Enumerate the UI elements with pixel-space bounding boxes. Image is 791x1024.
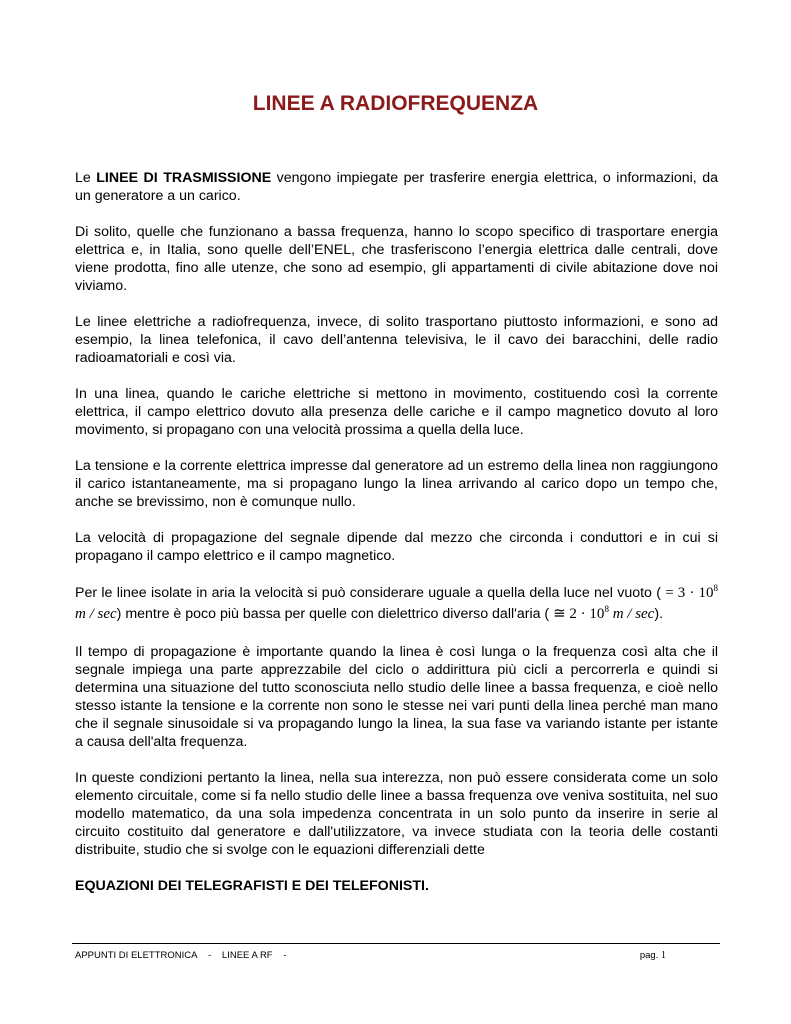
page-title: LINEE A RADIOFREQUENZA xyxy=(252,92,539,115)
speed-of-light-unit: m / sec xyxy=(75,606,117,622)
speed-of-light-value: = 3 · 10 xyxy=(665,585,714,601)
paragraph-4: In una linea, quando le cariche elettriche si mettono in movimento, costituendo così la corrente elettrica, il campo elettrico dovuto alla presenza delle cariche e il campo magnetico dovuto al loro movimento, si propagano con una velocità prossima a quella della luce. xyxy=(75,386,718,438)
paragraph-2: Di solito, quelle che funzionano a bassa frequenza, hanno lo scopo specifico di trasportare energia elettrica e, in Italia, sono quelle dell’ENEL, che trasferiscono l’energia elettrica dalle centrali, dove viene prodotta, fino alle utenze, che sono ad esempio, gli appartamenti di civile abitazione dove noi viviamo. xyxy=(75,224,718,294)
document-body xyxy=(75,169,718,913)
paragraph-1-start: Le xyxy=(75,170,97,186)
dielectric-speed-unit: m / sec xyxy=(608,606,655,622)
footer-page-number xyxy=(640,950,666,961)
paragraph-7-start: Per le linee isolate in aria la velocità si può considerare uguale a quella della luce nel vuoto ( xyxy=(75,585,666,601)
paragraph-1 xyxy=(75,169,718,205)
footer-course-name: APPUNTI DI ELETTRONICA xyxy=(75,950,198,961)
paragraph-9: In queste condizioni pertanto la linea, nella sua interezza, non può essere considerata come un solo elemento circuitale, come si fa nello studio delle linee a bassa frequenza ove veniva sostituita, nel suo modello matematico, da una sola impedenza concentrata in un solo punto da inserire in serie al circuito costituito dal generatore e dall'utilizzatore, va invece studiata con la teoria delle costanti distribuite, studio che si svolge con le equazioni differenziali dette xyxy=(75,770,718,858)
paragraph-8: Il tempo di propagazione è importante quando la linea è così lunga o la frequenza così alta che il segnale impiega una parte apprezzabile del ciclo o addirittura più cicli a percorrerla e quindi si determina una situazione del tutto sconosciuta nello studio delle linee a bassa frequenza, e cioè nello stesso istante la tensione e la corrente non sono le stesse nei vari punti della linea perché man mano che il segnale sinusoidale si va propagando lungo la linea, la sua fase va variando istante per istante a causa dell'alta frequenza. xyxy=(75,644,718,750)
footer-divider xyxy=(72,943,720,944)
paragraph-7-middle: ) mentre è poco più bassa per quelle con dielettrico diverso dall'aria ( xyxy=(116,606,554,622)
footer-separator-2: - xyxy=(283,950,287,961)
paragraph-1-end: vengono impiegate per trasferire energia elettrica, o informazioni, da un generatore a un carico. xyxy=(75,170,718,204)
paragraph-1-bold-term: LINEE DI TRASMISSIONE xyxy=(96,170,272,186)
footer-left xyxy=(75,950,294,961)
dielectric-speed-exponent: 8 xyxy=(604,604,609,614)
dielectric-speed-value: ≅ 2 · 10 xyxy=(553,606,605,622)
page-number: 1 xyxy=(661,950,666,961)
page-label: pag. xyxy=(639,950,659,961)
paragraph-5: La tensione e la corrente elettrica impresse dal generatore ad un estremo della linea non raggiungono il carico istantaneamente, ma si propagano lungo la linea arrivando al carico dopo un tempo che, anche se brevissimo, non è comunque nullo. xyxy=(75,458,718,510)
footer-separator-1: - xyxy=(208,950,212,961)
paragraph-3: Le linee elettriche a radiofrequenza, invece, di solito trasportano piuttosto informazioni, e sono ad esempio, la linea telefonica, il cavo dell’antenna televisiva, le il cavo dei baracchini, delle radio radioamatoriali e così via. xyxy=(75,314,718,366)
paragraph-7 xyxy=(75,583,718,625)
dielectric-speed-formula xyxy=(553,606,654,622)
speed-of-light-exponent: 8 xyxy=(713,583,718,593)
paragraph-6: La velocità di propagazione del segnale dipende dal mezzo che circonda i conduttori e in cui si propagano il campo elettrico e il campo magnetico. xyxy=(75,530,718,564)
section-heading: EQUAZIONI DEI TELEGRAFISTI E DEI TELEFONISTI. xyxy=(75,878,429,894)
footer-chapter-name: LINEE A RF xyxy=(221,950,273,961)
paragraph-7-end: ). xyxy=(654,606,664,622)
